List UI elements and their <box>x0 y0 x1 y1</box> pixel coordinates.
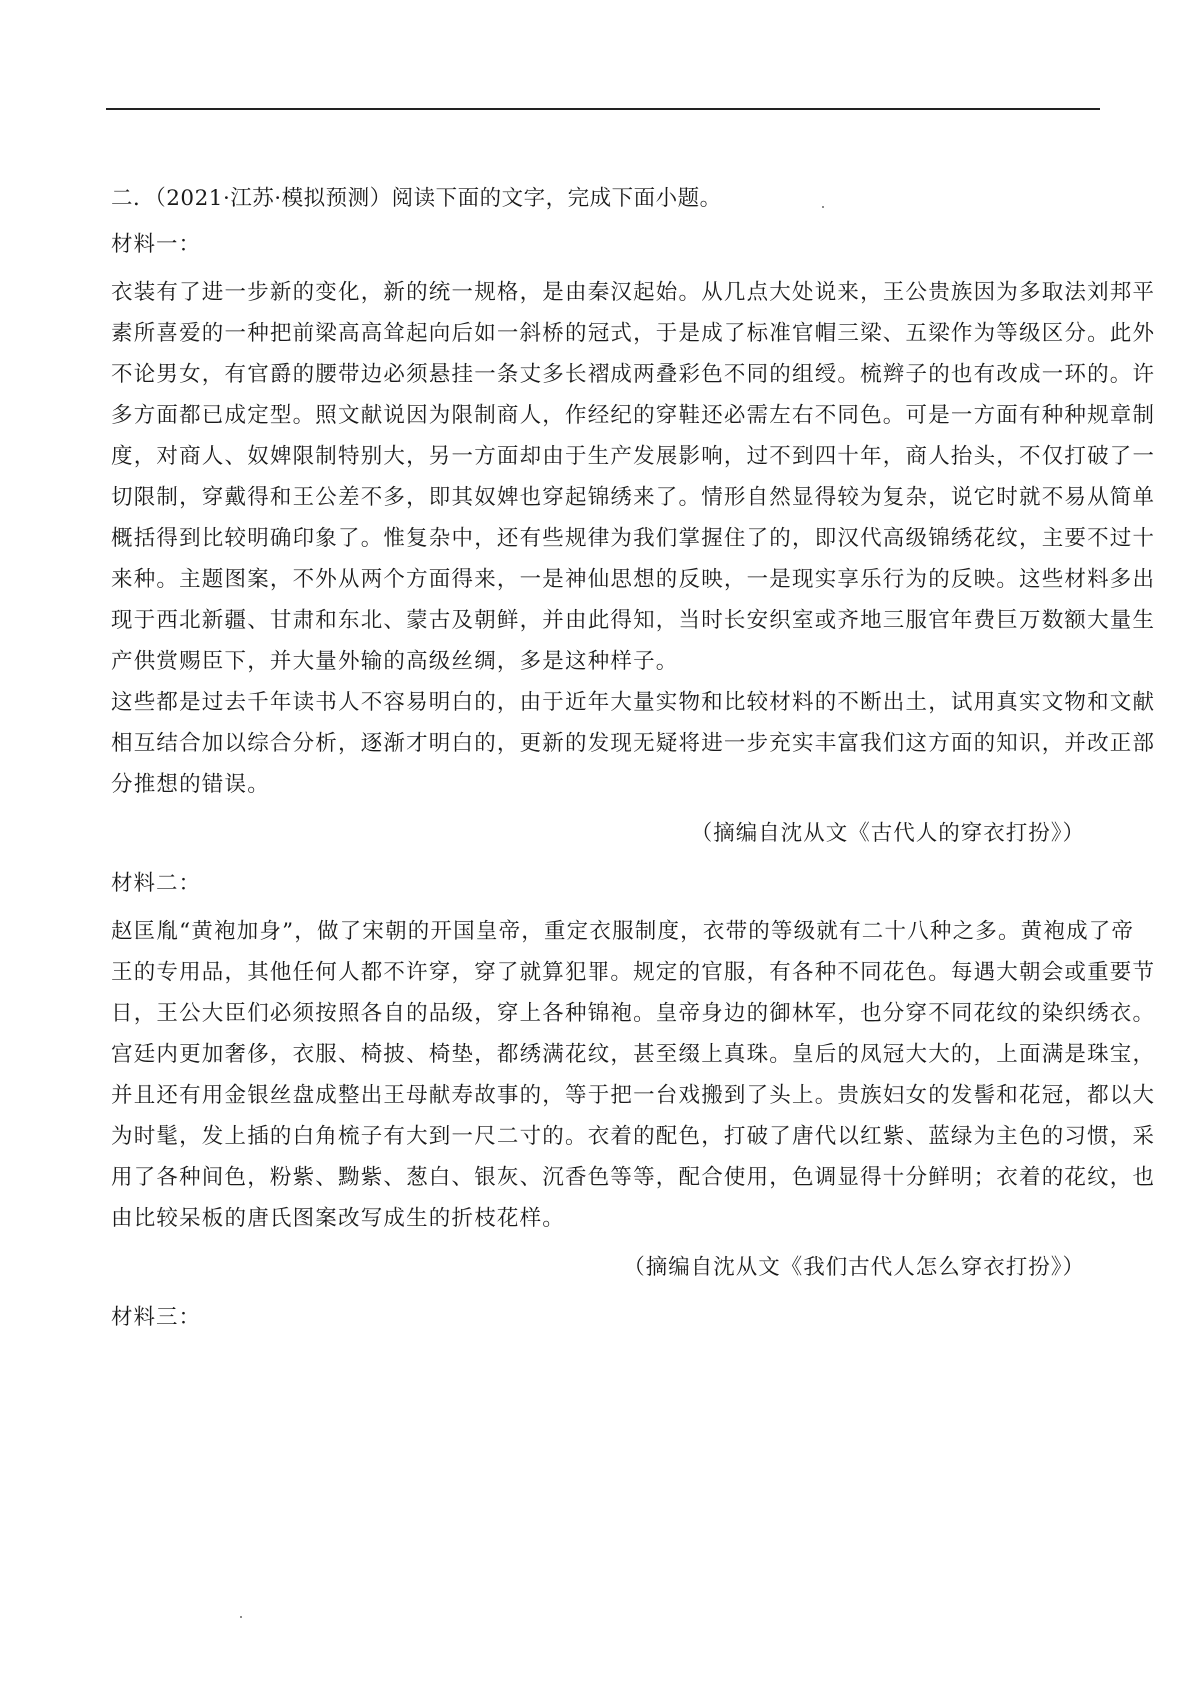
text-line: 概括得到比较明确印象了。惟复杂中，还有些规律为我们掌握住了的，即汉代高级锦绣花纹，主要不过十 <box>111 526 1156 551</box>
text-line: 不论男女，有官爵的腰带边必须悬挂一条丈多长褶成两叠彩色不同的组绶。梳辫子的也有改成一环的。许 <box>111 362 1156 387</box>
text-line: 素所喜爱的一种把前梁高高耸起向后如一斜桥的冠式，于是成了标准官帽三梁、五梁作为等级区分。此外 <box>111 321 1156 346</box>
material-2-paragraph-1 <box>111 911 1156 1239</box>
material-1-label: 材料一： <box>111 232 202 257</box>
text-line: 王的专用品，其他任何人都不许穿，穿了就算犯罪。规定的官服，有各种不同花色。每遇大朝会或重要节 <box>111 960 1156 985</box>
text-line: 由比较呆板的唐氏图案改写成生的折枝花样。 <box>111 1206 566 1231</box>
text-line: 赵匡胤“黄袍加身”，做了宋朝的开国皇帝，重定衣服制度，衣带的等级就有二十八种之多。黄袍成了帝 <box>111 919 1135 944</box>
material-2-source: （摘编自沈从文《我们古代人怎么穿衣打扮》） <box>623 1255 1085 1280</box>
material-2-label: 材料二： <box>111 871 202 896</box>
text-line: 用了各种间色，粉紫、黝紫、葱白、银灰、沉香色等等，配合使用，色调显得十分鲜明；衣着的花纹，也 <box>111 1165 1156 1190</box>
text-line: 宫廷内更加奢侈，衣服、椅披、椅垫，都绣满花纹，甚至缀上真珠。皇后的凤冠大大的，上面满是珠宝， <box>111 1042 1156 1067</box>
material-3-label: 材料三： <box>111 1305 202 1330</box>
text-line: 衣装有了进一步新的变化，新的统一规格，是由秦汉起始。从几点大处说来，王公贵族因为多取法刘邦平 <box>111 280 1156 305</box>
text-line: 为时髦，发上插的白角梳子有大到一尺二寸的。衣着的配色，打破了唐代以红紫、蓝绿为主色的习惯，采 <box>111 1124 1156 1149</box>
question-title: 二．（2021·江苏·模拟预测）阅读下面的文字，完成下面小题。 <box>111 186 722 211</box>
text-line: 度，对商人、奴婢限制特别大，另一方面却由于生产发展影响，过不到四十年，商人抬头，不仅打破了一 <box>111 444 1156 469</box>
text-line: 产供赏赐臣下，并大量外输的高级丝绸，多是这种样子。 <box>111 649 679 674</box>
header-rule <box>106 108 1100 110</box>
scan-speck <box>240 1616 242 1618</box>
text-line: 多方面都已成定型。照文献说因为限制商人，作经纪的穿鞋还必需左右不同色。可是一方面有种种规章制 <box>111 403 1156 428</box>
material-1-paragraph-2 <box>111 682 1156 805</box>
text-line: 日，王公大臣们必须按照各自的品级，穿上各种锦袍。皇帝身边的御林军，也分穿不同花纹的染织绣衣。 <box>111 1001 1156 1026</box>
text-line: 这些都是过去千年读书人不容易明白的，由于近年大量实物和比较材料的不断出土，试用真实文物和文献 <box>111 690 1156 715</box>
text-line: 来种。主题图案，不外从两个方面得来，一是神仙思想的反映，一是现实享乐行为的反映。这些材料多出 <box>111 567 1156 592</box>
material-1-paragraph-1 <box>111 272 1156 682</box>
text-line: 切限制，穿戴得和王公差不多，即其奴婢也穿起锦绣来了。情形自然显得较为复杂，说它时就不易从简单 <box>111 485 1156 510</box>
document-body <box>111 182 1156 1345</box>
text-line: 相互结合加以综合分析，逐渐才明白的，更新的发现无疑将进一步充实丰富我们这方面的知识，并改正部 <box>111 731 1156 756</box>
text-line: 分推想的错误。 <box>111 772 270 797</box>
material-1-source: （摘编自沈从文《古代人的穿衣打扮》） <box>690 821 1085 846</box>
text-line: 现于西北新疆、甘肃和东北、蒙古及朝鲜，并由此得知，当时长安织室或齐地三服官年费巨万数额大量生 <box>111 608 1156 633</box>
text-line: 并且还有用金银丝盘成整出王母献寿故事的，等于把一台戏搬到了头上。贵族妇女的发髻和花冠，都以大 <box>111 1083 1156 1108</box>
